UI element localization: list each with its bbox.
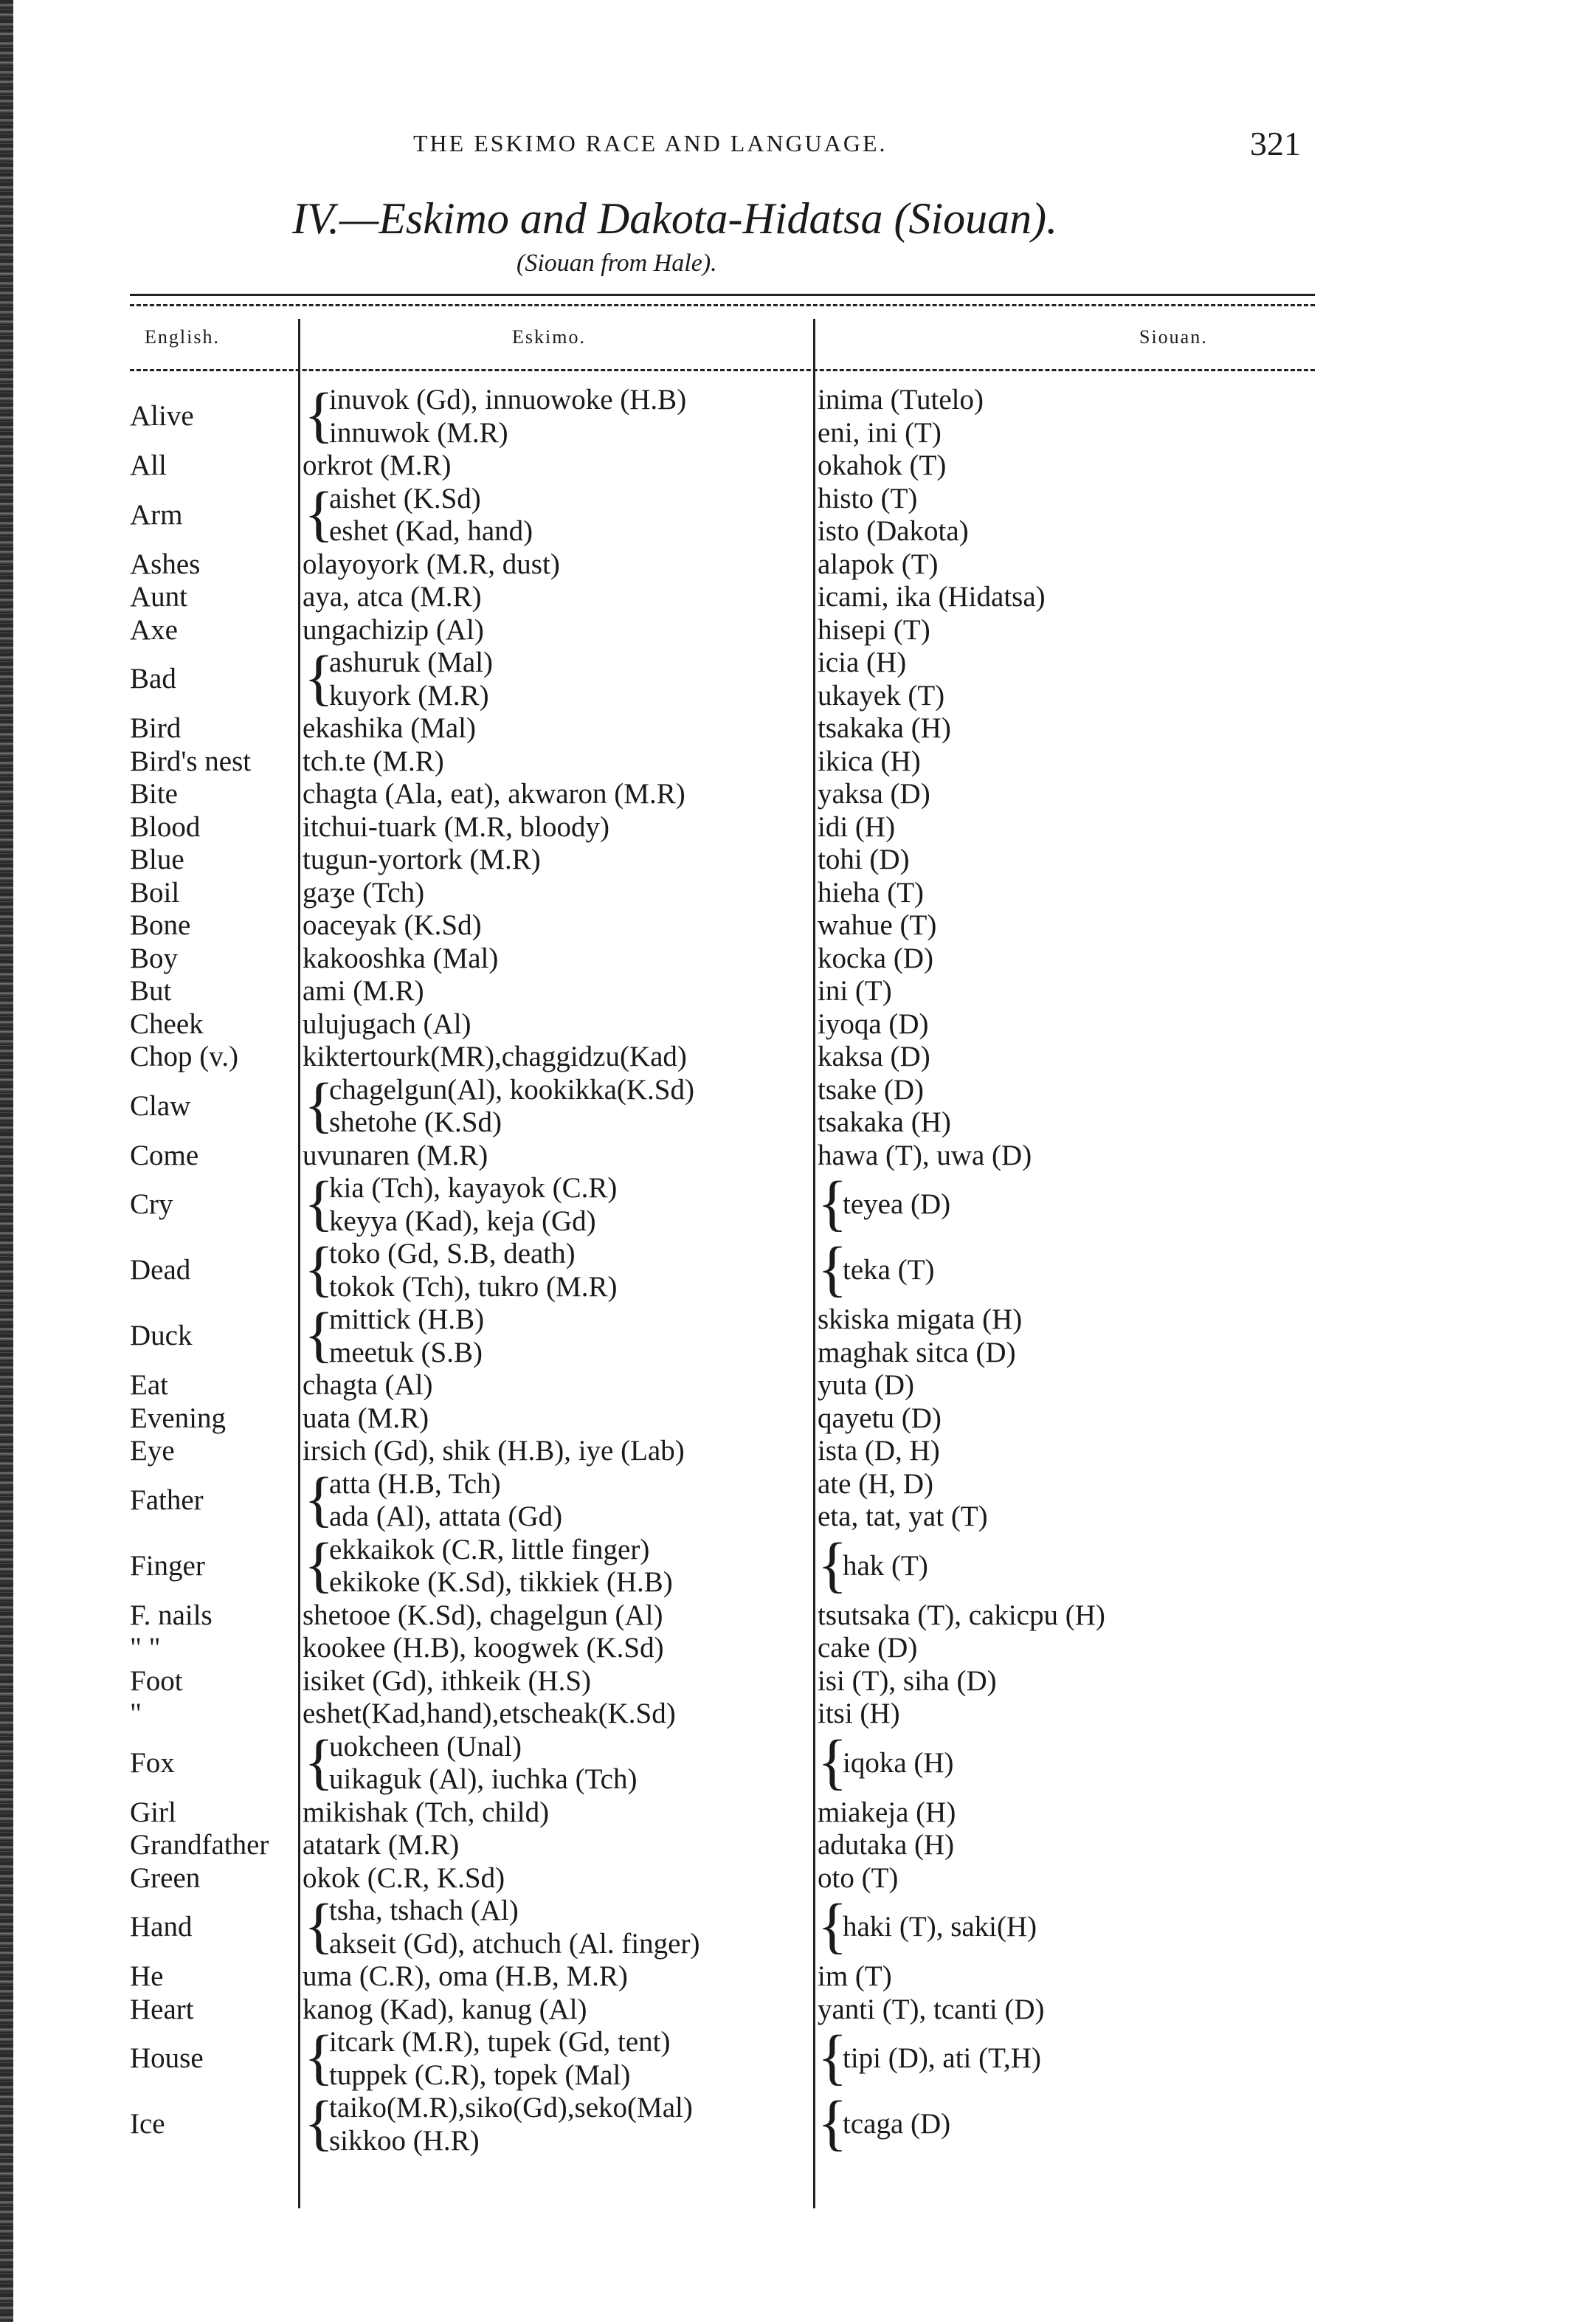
- siouan-form: wahue (T): [818, 909, 937, 941]
- eskimo-form: oaceyak (K.Sd): [303, 909, 482, 941]
- eskimo-form: toko (Gd, S.B, death): [329, 1238, 576, 1269]
- eskimo-form: mittick (H.B): [329, 1303, 485, 1335]
- siouan-form: tsutsaka (T), cakicpu (H): [818, 1599, 1105, 1631]
- siouan-form: idi (H): [818, 810, 896, 843]
- eskimo-form: uikaguk (Al), iuchka (Tch): [329, 1763, 638, 1795]
- siouan-form: isi (T), siha (D): [818, 1664, 997, 1697]
- siouan-form: iqoka (H): [843, 1746, 954, 1779]
- brace-icon: {: [304, 2023, 334, 2092]
- eskimo-form: ungachizip (Al): [303, 613, 484, 646]
- eskimo-form: atatark (M.R): [303, 1829, 460, 1861]
- column-divider-1: [298, 319, 300, 2208]
- eskimo-form: keyya (Kad), keja (Gd): [329, 1205, 596, 1237]
- eskimo-form: innuwok (M.R): [329, 416, 508, 449]
- siouan-form: hawa (T), uwa (D): [818, 1139, 1032, 1171]
- english-word: Aunt: [130, 581, 187, 613]
- siouan-form: hisepi (T): [818, 613, 930, 646]
- brace-icon: {: [818, 2023, 848, 2092]
- siouan-form: im (T): [818, 1960, 892, 1992]
- siouan-form: kaksa (D): [818, 1041, 930, 1072]
- english-word: Bite: [130, 778, 178, 810]
- english-word: Duck: [130, 1320, 193, 1352]
- siouan-form: itsi (H): [818, 1698, 900, 1729]
- siouan-form: tohi (D): [818, 844, 910, 875]
- eskimo-form: aya, atca (M.R): [303, 581, 482, 613]
- eskimo-form: shetooe (K.Sd), chagelgun (Al): [303, 1599, 663, 1631]
- column-header-english: English.: [145, 326, 220, 348]
- eskimo-form: itcark (M.R), tupek (Gd, tent): [329, 2026, 671, 2058]
- siouan-form: icami, ika (Hidatsa): [818, 581, 1046, 613]
- eskimo-form: ulujugach (Al): [303, 1007, 471, 1040]
- table-title: IV.—Eskimo and Dakota-Hidatsa (Siouan).: [292, 194, 1058, 243]
- eskimo-form: shetohe (K.Sd): [329, 1106, 502, 1138]
- page-number: 321: [1250, 125, 1301, 162]
- siouan-form: alapok (T): [818, 548, 939, 580]
- english-word: But: [130, 975, 172, 1007]
- siouan-form: isto (Dakota): [818, 515, 969, 547]
- english-word: Bone: [130, 909, 191, 941]
- english-word: Foot: [130, 1664, 183, 1697]
- siouan-form: yuta (D): [818, 1369, 915, 1401]
- siouan-form: ikica (H): [818, 745, 921, 777]
- english-word: ": [130, 1698, 142, 1729]
- eskimo-form: sikkoo (H.R): [329, 2124, 480, 2157]
- english-word: House: [130, 2042, 204, 2075]
- eskimo-form: gaʒe (Tch): [303, 876, 425, 909]
- eskimo-form: tch.te (M.R): [303, 745, 444, 777]
- eskimo-form: chagta (Ala, eat), akwaron (M.R): [303, 778, 685, 810]
- english-word: Cheek: [130, 1007, 204, 1040]
- siouan-form: eni, ini (T): [818, 416, 942, 449]
- english-word: Hand: [130, 1911, 193, 1943]
- siouan-form: maghak sitca (D): [818, 1336, 1016, 1368]
- brace-icon: {: [304, 1464, 334, 1534]
- siouan-form: qayetu (D): [818, 1402, 942, 1434]
- brace-icon: {: [304, 1530, 334, 1599]
- english-word: All: [130, 449, 167, 481]
- siouan-form: eta, tat, yat (T): [818, 1501, 988, 1532]
- eskimo-form: isiket (Gd), ithkeik (H.S): [303, 1664, 592, 1697]
- english-word: Bad: [130, 663, 176, 695]
- eskimo-form: kanog (Kad), kanug (Al): [303, 1993, 587, 2025]
- brace-icon: {: [304, 644, 334, 712]
- siouan-form: ate (H, D): [818, 1467, 934, 1500]
- english-word: Boil: [130, 876, 180, 909]
- brace-icon: {: [818, 1235, 848, 1303]
- siouan-form: tipi (D), ati (T,H): [843, 2042, 1041, 2075]
- brace-icon: {: [304, 1892, 334, 1960]
- column-header-siouan: Siouan.: [1139, 326, 1208, 348]
- siouan-form: hieha (T): [818, 876, 925, 909]
- english-word: Finger: [130, 1549, 205, 1582]
- eskimo-form: ekikoke (K.Sd), tikkiek (H.B): [329, 1566, 673, 1598]
- brace-icon: {: [818, 2089, 848, 2157]
- siouan-form: haki (T), saki(H): [843, 1911, 1037, 1943]
- eskimo-form: kuyork (M.R): [329, 679, 489, 712]
- eskimo-form: tugun-yortork (M.R): [303, 844, 541, 875]
- table-subtitle: (Siouan from Hale).: [517, 249, 717, 277]
- english-word: He: [130, 1960, 164, 1992]
- eskimo-form: mikishak (Tch, child): [303, 1796, 550, 1828]
- siouan-form: tsake (D): [818, 1073, 925, 1106]
- english-word: Boy: [130, 942, 179, 974]
- english-word: Girl: [130, 1796, 176, 1828]
- siouan-form: yanti (T), tcanti (D): [818, 1993, 1045, 2025]
- english-word: " ": [130, 1632, 161, 1664]
- brace-icon: {: [304, 1300, 334, 1369]
- top-rule-dashed: [130, 304, 1315, 306]
- siouan-form: icia (H): [818, 647, 907, 678]
- english-word: Fox: [130, 1746, 175, 1779]
- eskimo-form: kia (Tch), kayayok (C.R): [329, 1172, 618, 1204]
- brace-icon: {: [818, 1727, 848, 1796]
- siouan-form: okahok (T): [818, 449, 947, 481]
- english-word: Eat: [130, 1369, 168, 1401]
- english-word: Ice: [130, 2108, 165, 2140]
- siouan-form: tsakaka (H): [818, 712, 951, 744]
- eskimo-form: chagta (Al): [303, 1369, 433, 1401]
- column-divider-2: [813, 319, 815, 2208]
- eskimo-form: olayoyork (M.R, dust): [303, 548, 560, 580]
- brace-icon: {: [818, 1530, 848, 1599]
- eskimo-form: uata (M.R): [303, 1402, 429, 1434]
- english-word: Heart: [130, 1993, 194, 2025]
- siouan-form: kocka (D): [818, 942, 934, 974]
- siouan-form: ista (D, H): [818, 1435, 940, 1467]
- siouan-form: skiska migata (H): [818, 1303, 1023, 1335]
- brace-icon: {: [304, 1235, 334, 1303]
- eskimo-form: okok (C.R, K.Sd): [303, 1861, 505, 1894]
- eskimo-form: eshet (Kad, hand): [329, 515, 533, 547]
- eskimo-form: inuvok (Gd), innuowoke (H.B): [329, 384, 687, 416]
- eskimo-form: meetuk (S.B): [329, 1336, 483, 1368]
- eskimo-form: tsha, tshach (Al): [329, 1895, 519, 1926]
- eskimo-form: uokcheen (Unal): [329, 1730, 522, 1763]
- siouan-form: teyea (D): [843, 1188, 951, 1221]
- eskimo-form: kookee (H.B), koogwek (K.Sd): [303, 1632, 664, 1664]
- siouan-form: oto (T): [818, 1861, 899, 1894]
- eskimo-form: akseit (Gd), atchuch (Al. finger): [329, 1927, 700, 1960]
- siouan-form: yaksa (D): [818, 778, 930, 810]
- eskimo-form: ami (M.R): [303, 975, 424, 1007]
- brace-icon: {: [304, 2089, 334, 2157]
- top-rule: [130, 294, 1315, 296]
- siouan-form: ukayek (T): [818, 679, 945, 712]
- siouan-form: hak (T): [843, 1549, 928, 1582]
- siouan-form: cake (D): [818, 1632, 918, 1664]
- eskimo-form: irsich (Gd), shik (H.B), iye (Lab): [303, 1435, 685, 1467]
- eskimo-form: taiko(M.R),siko(Gd),seko(Mal): [329, 2092, 693, 2123]
- english-word: Green: [130, 1861, 201, 1894]
- english-word: Bird's nest: [130, 745, 252, 777]
- eskimo-form: itchui-tuark (M.R, bloody): [303, 810, 609, 843]
- eskimo-form: aishet (K.Sd): [329, 482, 481, 514]
- english-word: F. nails: [130, 1599, 213, 1631]
- siouan-form: iyoqa (D): [818, 1007, 929, 1040]
- header-rule: [130, 369, 1315, 371]
- eskimo-form: ekashika (Mal): [303, 712, 476, 744]
- brace-icon: {: [304, 479, 334, 548]
- eskimo-form: atta (H.B, Tch): [329, 1467, 501, 1500]
- eskimo-form: chagelgun(Al), kookikka(K.Sd): [329, 1073, 694, 1106]
- english-word: Grandfather: [130, 1829, 269, 1861]
- brace-icon: {: [304, 381, 334, 449]
- siouan-form: miakeja (H): [818, 1796, 956, 1828]
- english-word: Axe: [130, 613, 178, 646]
- english-word: Alive: [130, 400, 194, 433]
- column-header-eskimo: Eskimo.: [512, 326, 586, 348]
- english-word: Claw: [130, 1089, 191, 1122]
- siouan-form: inima (Tutelo): [818, 384, 984, 416]
- english-word: Come: [130, 1139, 199, 1171]
- english-word: Arm: [130, 498, 183, 531]
- eskimo-form: tuppek (C.R), topek (Mal): [329, 2059, 631, 2091]
- brace-icon: {: [818, 1169, 848, 1238]
- english-word: Blood: [130, 810, 201, 843]
- eskimo-form: eshet(Kad,hand),etscheak(K.Sd): [303, 1698, 676, 1729]
- siouan-form: histo (T): [818, 482, 918, 514]
- english-word: Blue: [130, 844, 184, 875]
- english-word: Evening: [130, 1402, 226, 1434]
- siouan-form: tcaga (D): [843, 2108, 951, 2140]
- eskimo-form: uvunaren (M.R): [303, 1139, 488, 1171]
- brace-icon: {: [304, 1070, 334, 1140]
- siouan-form: adutaka (H): [818, 1829, 955, 1861]
- scanned-page-edge: [0, 0, 13, 2322]
- eskimo-form: orkrot (M.R): [303, 449, 452, 481]
- english-word: Dead: [130, 1254, 191, 1286]
- siouan-form: tsakaka (H): [818, 1106, 951, 1138]
- siouan-form: teka (T): [843, 1254, 935, 1286]
- siouan-form: ini (T): [818, 975, 892, 1007]
- brace-icon: {: [818, 1892, 848, 1960]
- running-head: THE ESKIMO RACE AND LANGUAGE.: [413, 130, 888, 156]
- eskimo-form: ada (Al), attata (Gd): [329, 1501, 563, 1532]
- brace-icon: {: [304, 1169, 334, 1238]
- eskimo-form: ashuruk (Mal): [329, 647, 494, 678]
- eskimo-form: tokok (Tch), tukro (M.R): [329, 1270, 618, 1303]
- english-word: Cry: [130, 1188, 173, 1221]
- brace-icon: {: [304, 1727, 334, 1796]
- eskimo-form: ekkaikok (C.R, little finger): [329, 1533, 650, 1565]
- english-word: Chop (v.): [130, 1041, 238, 1072]
- english-word: Eye: [130, 1435, 175, 1467]
- eskimo-form: uma (C.R), oma (H.B, M.R): [303, 1960, 628, 1992]
- eskimo-form: kakooshka (Mal): [303, 942, 499, 974]
- eskimo-form: kiktertourk(MR),chaggidzu(Kad): [303, 1041, 687, 1072]
- english-word: Ashes: [130, 548, 201, 580]
- english-word: Bird: [130, 712, 182, 744]
- english-word: Father: [130, 1484, 204, 1516]
